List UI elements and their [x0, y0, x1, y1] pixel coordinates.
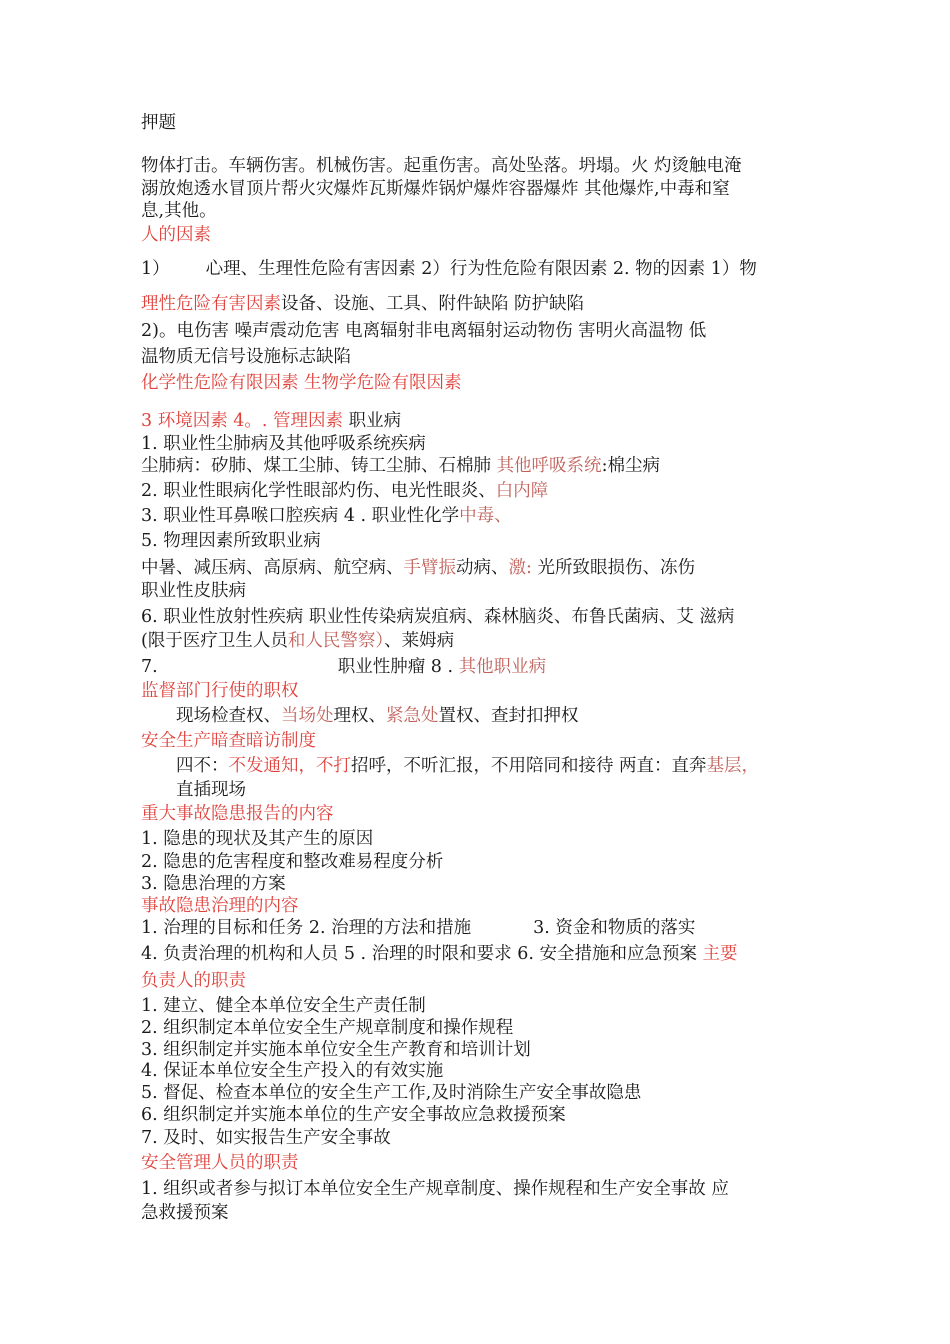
four-nots-line	[176, 755, 759, 777]
remediation-items-4-6	[141, 943, 738, 965]
vibration-text: 动病、	[456, 558, 509, 578]
hand-arm-label: 手臂振	[403, 558, 456, 578]
environment-management-label: 3 环境因素 4。. 管理因素	[141, 411, 344, 431]
supervision-powers-line	[176, 705, 579, 727]
seal-text: 置权、查封扣押权	[438, 706, 579, 726]
lyme-text: 、莱姆病	[384, 631, 455, 651]
heading-principal-duties: 负责人的职责	[141, 971, 246, 991]
ent-disease-text: 3. 职业性耳鼻喉口腔疾病 4 . 职业性化学	[141, 506, 460, 526]
item-7-number: 7.	[141, 657, 158, 677]
laser-label: 激:	[508, 558, 532, 578]
emergency-label: 紧急处	[386, 706, 439, 726]
duty-item-6: 6. 组织制定并实施本单位的生产安全事故应急救援预案	[141, 1105, 566, 1125]
manager-duty-item-1: 1. 组织或者参与拟订本单位安全生产规章制度、操作规程和生产安全事故 应	[141, 1179, 729, 1199]
accident-types-line-3: 息,其他。	[141, 201, 217, 221]
heading-major-hazard-report: 重大事故隐患报告的内容	[141, 804, 334, 824]
accident-types-line-2: 溺放炮透水冒顶片帮火灾爆炸瓦斯爆炸锅炉爆炸容器爆炸 其他爆炸,中毒和窒	[141, 179, 730, 199]
factors-line-2	[141, 293, 584, 315]
report-item-3: 3. 隐患治理的方案	[141, 874, 286, 894]
heading-supervision-powers: 监督部门行使的职权	[141, 681, 299, 701]
factors-line-3: 2)。电伤害 噪声震动危害 电离辐射非电离辐射运动物伤 害明火高温物 低	[141, 321, 707, 341]
no-notice-label: 不发通知，不打	[228, 756, 351, 776]
factors-text: 心理、生理性危险有害因素 2）行为性危险有限因素 2. 物的因素 1）物	[205, 259, 757, 279]
respiratory-text: :棉尘病	[601, 456, 660, 476]
manager-duty-item-1-cont: 急救援预案	[141, 1203, 229, 1223]
accident-types-line-1: 物体打击。车辆伤害。机械伤害。起重伤害。高处坠落。坍塌。火 灼烫触电淹	[141, 156, 742, 176]
factors-line-1	[141, 258, 757, 280]
remediation-items-1-2: 1. 治理的目标和任务 2. 治理的方法和措施	[141, 918, 472, 938]
duty-item-7: 7. 及时、如实报告生产安全事故	[141, 1128, 391, 1148]
pneumoconiosis-text: 尘肺病：矽肺、煤工尘肺、铸工尘肺、石棉肺	[141, 456, 497, 476]
disease-pneumoconiosis	[141, 455, 660, 477]
heading-hazard-remediation: 事故隐患治理的内容	[141, 896, 299, 916]
medical-staff-text: (限于医疗卫生人员	[141, 631, 288, 651]
disease-item-1: 1. 职业性尘肺病及其他呼吸系统疾病	[141, 434, 426, 454]
disease-item-6: 6. 职业性放射性疾病 职业性传染病炭疽病、森林脑炎、布鲁氏菌病、艾 滋病	[141, 607, 735, 627]
occupational-disease-label: 职业病	[343, 411, 402, 431]
handle-text: 理权、	[333, 706, 386, 726]
disease-item-2	[141, 480, 548, 502]
remediation-items-1-3	[141, 917, 695, 939]
disease-item-5: 5. 物理因素所致职业病	[141, 531, 321, 551]
report-item-2: 2. 隐患的危害程度和整改难易程度分析	[141, 852, 444, 872]
main-label: 主要	[702, 944, 738, 964]
factors-number: 1）	[141, 259, 170, 279]
other-disease-label: 其他职业病	[453, 657, 547, 677]
respiratory-label: 其他呼吸系统	[496, 456, 602, 476]
physical-diseases-text: 中暑、减压病、高原病、航空病、	[141, 558, 404, 578]
physical-hazard-label: 理性危险有害因素	[141, 294, 281, 314]
factors-line-4: 温物质无信号设施标志缺陷	[141, 347, 351, 367]
four-nots-text: 招呼，不听汇报，不用陪同和接待 两直：直奔	[351, 756, 707, 776]
direct-to-site: 直插现场	[176, 780, 246, 800]
remediation-items-4-6-text: 4. 负责治理的机构和人员 5 . 治理的时限和要求 6. 安全措施和应急预案	[141, 944, 703, 964]
cataract-label: 白内障	[495, 481, 549, 501]
four-nots-label: 四不：	[176, 756, 229, 776]
police-label: 和人民警察）	[287, 631, 385, 651]
doc-title: 押题	[141, 113, 176, 133]
heading-chemical-bio: 化学性危险有限因素 生物学危险有限因素	[141, 373, 462, 393]
heading-human-factors: 人的因素	[141, 225, 211, 245]
remediation-item-3: 3. 资金和物质的落实	[533, 918, 696, 938]
heading-secret-inspection: 安全生产暗查暗访制度	[141, 731, 316, 751]
disease-item-3-4	[141, 505, 512, 527]
environment-management-line	[141, 410, 401, 432]
inspection-text: 现场检查权、	[176, 706, 281, 726]
skin-disease: 职业性皮肤病	[141, 581, 246, 601]
disease-item-6-cont	[141, 630, 454, 652]
report-item-1: 1. 隐患的现状及其产生的原因	[141, 829, 374, 849]
heading-safety-manager-duties: 安全管理人员的职责	[141, 1153, 299, 1173]
duty-item-1: 1. 建立、健全本单位安全生产责任制	[141, 996, 426, 1016]
duty-item-2: 2. 组织制定本单位安全生产规章制度和操作规程	[141, 1018, 514, 1038]
light-injury-text: 光所致眼损伤、冻伤	[531, 558, 695, 578]
tumor-text: 职业性肿瘤 8 .	[337, 657, 454, 677]
duty-item-4: 4. 保证本单位安全生产投入的有效实施	[141, 1061, 444, 1081]
physical-hazard-text: 设备、设施、工具、附件缺陷 防护缺陷	[281, 294, 585, 314]
disease-item-7-8	[141, 656, 546, 678]
poisoning-label: 中毒、	[459, 506, 512, 526]
on-site-label: 当场处	[281, 706, 334, 726]
duty-item-3: 3. 组织制定并实施本单位安全生产教育和培训计划	[141, 1040, 531, 1060]
eye-disease-text: 2. 职业性眼病化学性眼部灼伤、电光性眼炎、	[141, 481, 496, 501]
duty-item-5: 5. 督促、检查本单位的安全生产工作,及时消除生产安全事故隐患	[141, 1083, 642, 1103]
physical-factor-diseases	[141, 557, 695, 579]
grassroots-label: 基层，	[706, 756, 760, 776]
